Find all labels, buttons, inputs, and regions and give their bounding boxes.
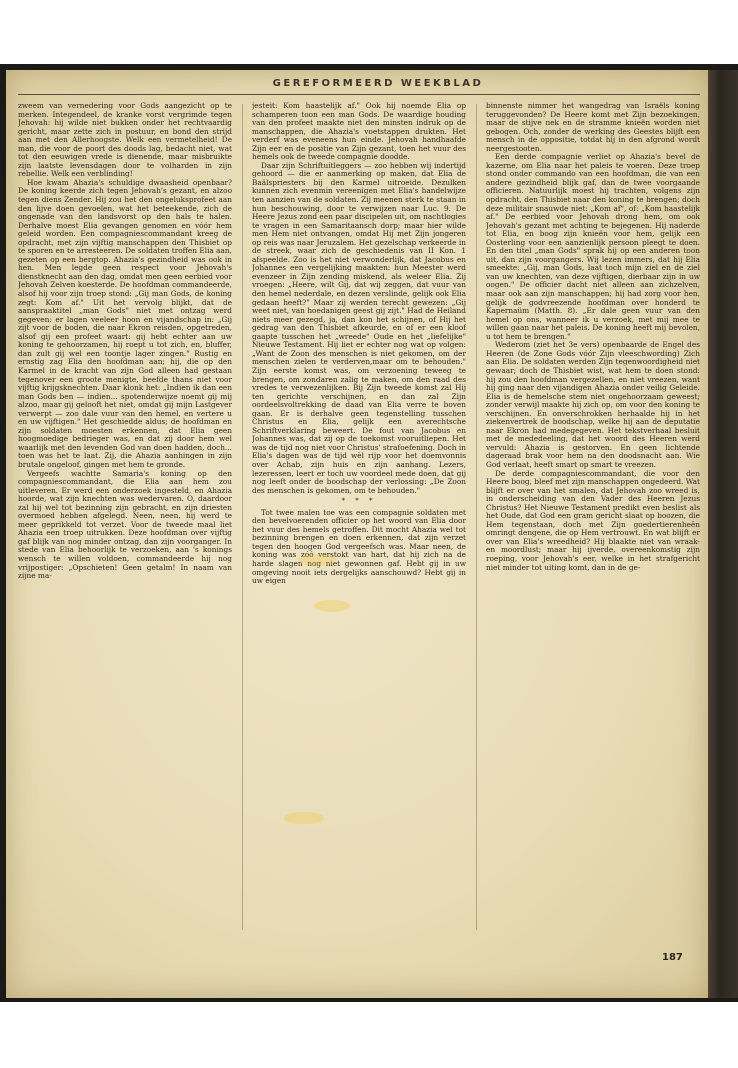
column-divider [476,104,477,930]
text-column-3 [486,102,700,942]
highlight-mark [284,812,324,824]
column-divider [242,104,243,930]
paragraph: jesteit: Kom haastelijk af." Ook hij noemde Elia op schamperen toon een man Gods. De waardige houding van den profeet maakte niet den minsten indruk op de manschappen, die Ahazia's voetstappen drukten. Het verderf was eveneens hun einde. Jehovah handhaafde Zijn eer en de positie van Zijn gezant, toen het vuur des hemels ook de tweede compagnie doodde. [252,102,466,162]
paragraph: Daar zijn Schriftuitleggers — zoo hebben wij indertijd gehoord — die er aanmerking op maken, dat Elia de Baälspriesters bij den Karmel uitroeide. Dezulken kunnen zich evenmin vereenigen met Elia's handelwijze ten aanzien van de soldaten. Zij meenen sterk te staan in hun beschouwing, door te verwijzen naar Luc. 9. De Heere Jezus zond een paar discipelen uit, om nachtlogies te vragen in een Samaritaansch dorp; maar hier wilde men Hem niet ontvangen, omdat Hij met Zijn jongeren op reis was naar Jeruzalem. Het gezelschap verkeerde in de streek, waar zich de geschiedenis van II Kon. 1 afspeelde. Zoo is het niet verwonderlijk, dat Jacobus en Johannes een vergelijking maakten: hun Meester werd evenzeer in Zijn zending miskend, als weleer Elia. Zij vroegen: „Heere, wilt Gij, dat wij zeggen, dat vuur van den hemel nederdale, en dezen verslinde, gelijk ook Elia gedaan heeft?" Maar zij werden terecht gewezen: „Gij weet niet, van hoedanigen geest gij zijt." Had de Heiland niets meer gezegd, ja, dan kon het schijnen, of Hij het gedrag van den Thisbiet afkeurde, en of er een kloof gaapte tusschen het „wreede" Oude en het „liefelijke" Nieuwe Testament. Hij liet er echter nog wat op volgen: „Want de Zoon des menschen is niet gekomen, om der menschen zielen te verderven,maar om te behouden." Zijn eerste komst was, om verzoening teweeg te brengen, om zondaren zalig te maken, om den raad des vredes te verwezenlijken. Bij Zijn tweede komst zal Hij ten gerichte verschijnen, en dan zal Zijn oordeelsvoltrekking de daad van Elia verre te boven gaan. Er is derhalve geen tegenstelling tusschen Christus en Elia, gelijk een averechtsche Schriftverklaring beweert. De fout van Jacobus en Johannes was, dat zij op de toekomst vooruitliepen. Het was de tijd nog niet voor Christus' strafoefening. Doch in Elia's dagen was de tijd wèl rijp voor het doemvonnis over Achab, zijn huis en zijn aanhang. Lezers, lezeressen, leert er toch uw voordeel mede doen, dat gij nog leeft onder de boodschap der verlossing: „De Zoon des menschen is gekomen, om te behouden." [252,160,466,495]
magazine-page [6,70,708,998]
running-header: GEREFORMEERD WEEKBLAD [272,78,484,89]
paragraph: De derde compagniescommandant, die voor den Heere boog, bleef met zijn manschappen ongedeerd. Wat blijft er over van het smalen, dat Jehovah zoo wreed is, in onderscheiding van den Vader des Heeren Jezus Christus? Het Nieuwe Testament predikt even beslist als het Oude, dat God een gram gericht slaat op boozen, die Hem tegenstaan, doch met Zijn goedertierenheên omringt dengene, die op Hem vertrouwt. En wat blijft er over van Elia's wreedheid? Hij blaakte niet van wraak- en moordlust; maar hij ijverde, overeenkomstig zijn roeping, voor Jehovah's eer, welke in het strafgericht niet minder tot uiting komt, dan in de ge- [486,468,700,572]
paragraph: zweem van vernedering voor Gods aangezicht op te merken. Integendeel, de kranke vorst vergrimde tegen Jehovah: hij wilde niet bukken onder het rechtvaardig gericht, maar zette zich in postuur, en bond den strijd aan met den Allerhoogste. Welk een vermetelheid! De man, die voor de poort des doods lag, bedacht niet, wat tot den eeuwigen vrede is dienende, maar misbruikte zijn laatste levensdagen door te volharden in zijn rebellie. Welk een verblinding! [18,102,232,179]
paragraph: binnenste nimmer het wangedrag van Israëls koning teruggevonden? De Heere komt met Zijn bezoekingen, maar de stijve nek en de stramme knieën worden niet gebogen. Och, zonder de werking des Geestes blijft een mensch in de oppositie, totdat hij in den afgrond wordt neergestooten. [486,102,700,153]
highlight-mark [298,554,336,566]
page-number: 187 [662,952,683,963]
paragraph: Wederom (ziet het 3e vers) openbaarde de Engel des Heeren (de Zone Gods vóór Zijn vleeschwording) Zich aan Elia. De soldaten werden Zijn tegenwoordigheid niet gewaar; doch de Thisbiet wist, wat hem te doen stond: hij zou den hoofdman vergezellen, en niet vreezen, want hij ging naar den vijandigen Ahazia onder veilig Geleide. Elia is de hemelsche stem niet ongehoorzaam geweest; zonder verwijl maakte hij zich op, om voor den koning te verschijnen. En onverschrokken herhaalde hij in het ziekenvertrek de boodschap, welke hij aan de deputatie naar Ekron had medegegeven. Het tekstverhaal besluit met de mededeeling, dat het woord des Heeren werd vervuld: Ahazia is gestorven. En geen lichtende dageraad brak voor hem na den doodsnacht aan. Wie God verlaat, heeft smart op smart te vreezen. [486,340,700,469]
paragraph: Hoe kwam Ahazia's schuldige dwaasheid openbaar? De koning keerde zich tegen Jehovah's gezant, en alzoo tegen diens Zender. Hij zou het den ongeluksprofeet aan den lijve doen gevoelen, wat het beteekende, zich de ongenade van den landsvorst op den hals te halen. Derhalve moest Elia gevangen genomen en vóór hem geleid worden. Een compagniescommandant kreeg de opdracht, met zijn vijftig manschappen den Thisbiet op te sporen en te arresteeren. De soldaten troffen Elia aan, gezeten op een bergtop. Ahazia's gezindheid was ook in hen. Men legde geen respect voor Jehovah's dienstknecht aan den dag, omdat men geen eerbied voor Jehovah Zelven koesterde. De hoofdman commandeerde, alsof hij voor zijn troep stond: „Gij man Gods, de koning zegt: Kom af." Uit het vervolg blijkt, dat de aanspraaktitel „man Gods" niet met ontzag werd gegeven: er lagen veeleer hoon en vijandschap in: „Gij zijt voor de boden, die naar Ekron reisden, opgetreden, alsof gij een profeet waart: gij hebt echter aan uw koning te gehoorzamen, hij roept u tot zich, en, bluffer, dan zult gij wel een toontje lager zingen." Rustig en ernstig zag Elia den hoofdman aan; hij, die op den Karmel in de kracht van zijn God alleen had gestaan tegenover een groote menigte, beefde thans niet voor vijftig krijgsknechten. Daar klonk het: „Indien ik dan een man Gods ben — indien... spotenderwijze noemt gij mij alzoo, maar gij gelooft het niet, omdat gij mijn Lastgever verwerpt — zoo dale vuur van den hemel, en vertere u en uw vijftigen." Het geschiedde aldus; de hoofdman en zijn soldaten moesten erkennen, dat Elia geen hoogmoedige bedrieger was, en dat zij door hem wel waarlijk met den levenden God van doen hadden, doch... toen was het te laat. Zij, die Ahazia aanhingen in zijn brutale ongeloof, gingen met hem te gronde. [18,177,232,469]
paragraph: Een derde compagnie verliet op Ahazia's bevel de kazerne, om Elia naar het paleis te voeren. Deze troep stond onder commando van een hoofdman, die van een andere gezindheid blijk gaf, dan de twee voorgaande officieren. Natuurlijk moest hij trachten, volgens zijn opdracht, den Thisbiet naar den koning te brengen; doch deze militair snauwde niet: „Kom af", of: „Kom haastelijk af." De eerbied voor Jehovah drong hem, om ook Jehovah's gezant met achting te bejegenen. Hij naderde tot Elia, en boog zijn knieën voor hem, gelijk een Oosterling voor een aanzienlijk persoon pleegt te doen. En den titel „man Gods" sprak hij op een anderen toon uit, dan zijn voorgangers. Wij lezen immers, dat hij Elia smeekte: „Gij, man Gods, laat toch mijn ziel en de ziel van uw knechten, van deze vijftigen, dierbaar zijn in uw oogen." De officier dacht niet alleen aan zichzelven, maar ook aan zijn manschappen; hij had zorg voor hen, gelijk de godvreezende hoofdman over honderd te Kapernaüm (Matth. 8). „Er dale geen vuur van den hemel op ons, wanneer ik u verzoek, met mij mee te willen gaan naar het paleis. De koning heeft mij bevolen, u tot hem te brengen." [486,152,700,341]
section-separator: * * * [341,497,377,506]
text-column-1 [18,102,232,942]
book-spine [708,70,738,998]
paragraph: Tot twee malen toe was een compagnie soldaten met den bevelvoerenden officier op het woord van Elia door het vuur des hemels getroffen. Dit mocht Ahazia wel tot bezinning brengen en doen erkennen, dat zijn verzet tegen den hoogen God vergeefsch was. Maar neen, de koning was zóó verstokt van hart, dat hij zich na de harde slagen nog niet gewonnen gaf. Hebt gij in uw omgeving nooit iets dergelijks aanschouwd? Hebt gij in uw eigen [252,507,466,586]
paragraph: Vergeefs wachtte Samaria's koning op den compagniescommandant, die Elia aan hem zou uitleveren. Er werd een onderzoek ingesteld, en Ahazia hoorde, wat zijn knechten was wedervaren. O, daardoor zal hij wel tot bezinning zijn gebracht, en zijn driesten overmoed hebben afgelegd. Neen, neen, hij werd te meer geprikkeld tot verzet. Voor de tweede maal liet Ahazia een troep uitrukken. Deze hoofdman over vijftig gaf blijk van nog minder ontzag, dan zijn voorganger. In stede van Elia behoorlijk te verzoeken, aan 's konings wensch te willen voldoen, commandeerde hij nog vrijpostiger: „Opschieten! Geen getalm! In naam van zijne ma- [18,468,232,581]
header-rule [18,94,700,95]
highlight-mark [314,600,350,612]
